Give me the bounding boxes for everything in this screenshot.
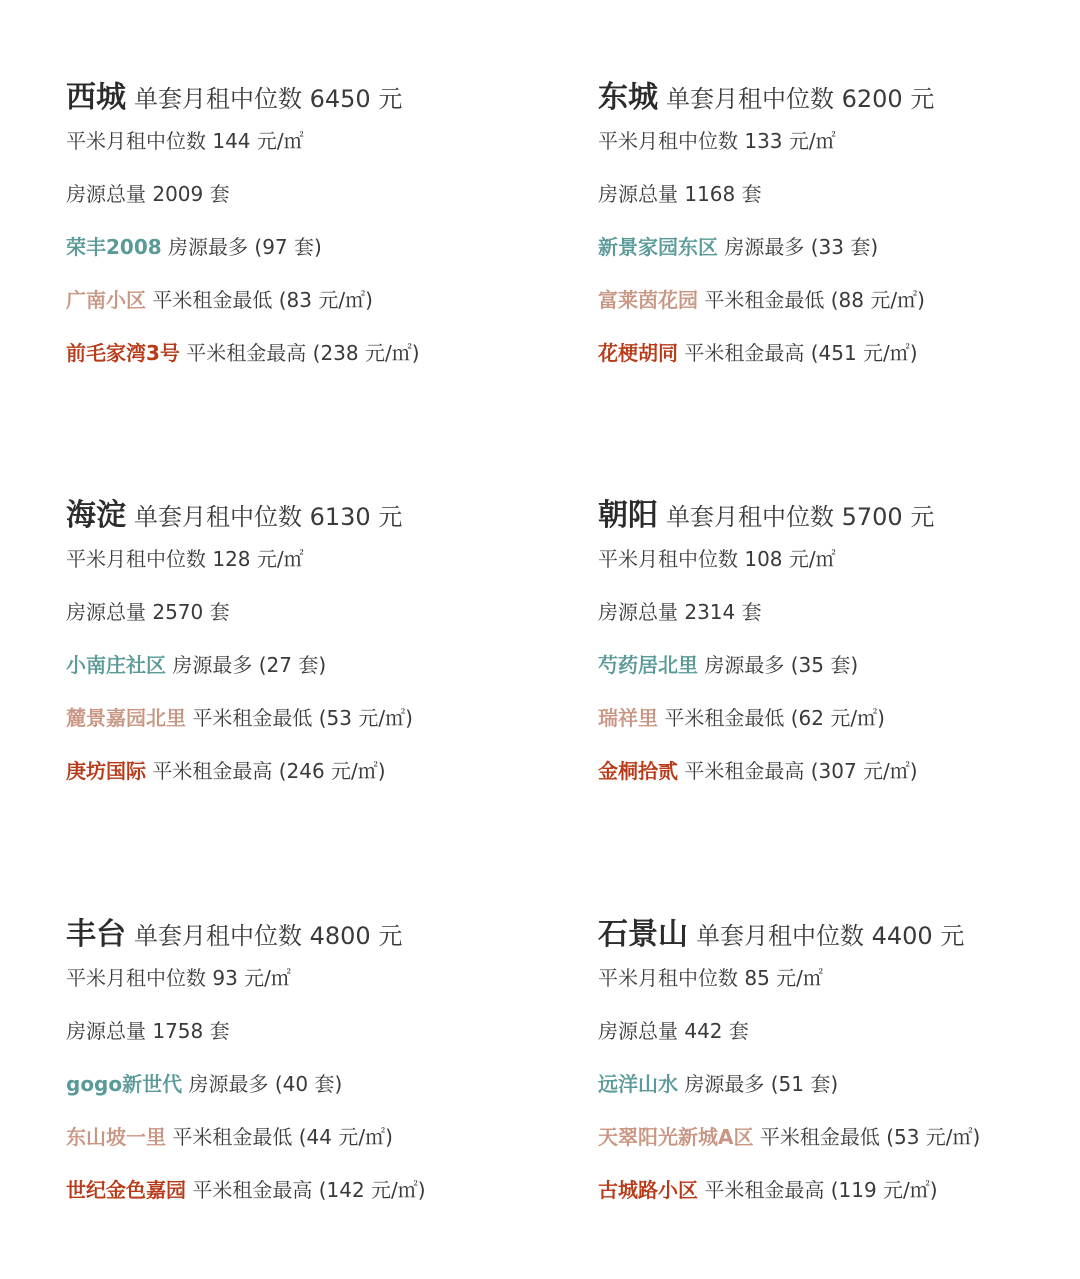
sqm-median: 平米月租中位数 128 元/㎡ [66,547,304,571]
lowest-rent-community: 东山坡一里 [66,1125,166,1149]
most-listings-community: 远洋山水 [598,1072,678,1096]
highest-rent-row [598,756,918,786]
lowest-rent-community: 瑞祥里 [598,706,658,730]
most-listings-row [598,650,858,680]
highest-rent-community: 金桐拾贰 [598,759,678,783]
most-listings-community: gogo新世代 [66,1072,183,1096]
district-card-fengtai [66,913,536,1202]
lowest-rent-row [598,1122,980,1152]
most-listings-row [66,650,326,680]
lowest-rent-community: 广南小区 [66,288,146,312]
highest-rent-text: 平米租金最高 (246 元/㎡) [152,759,386,783]
sqm-median: 平米月租中位数 85 元/㎡ [598,966,823,990]
most-listings-row [66,232,322,262]
highest-rent-row [66,338,420,368]
highest-rent-community: 庚坊国际 [66,759,146,783]
most-listings-community: 小南庄社区 [66,653,166,677]
most-listings-text: 房源最多 (40 套) [188,1072,343,1096]
most-listings-text: 房源最多 (33 套) [724,235,879,259]
most-listings-text: 房源最多 (27 套) [172,653,327,677]
median-rent: 单套月租中位数 6130 元 [134,503,403,531]
listing-total: 房源总量 2570 套 [66,600,230,624]
highest-rent-row [66,756,386,786]
lowest-rent-text: 平米租金最低 (44 元/㎡) [172,1125,393,1149]
sqm-median: 平米月租中位数 133 元/㎡ [598,129,836,153]
most-listings-row [66,1069,342,1099]
highest-rent-text: 平米租金最高 (307 元/㎡) [684,759,918,783]
district-header [598,76,1068,120]
sqm-median: 平米月租中位数 93 元/㎡ [66,966,291,990]
lowest-rent-community: 富莱茵花园 [598,288,698,312]
most-listings-community: 荣丰2008 [66,235,162,259]
highest-rent-row [598,1175,938,1205]
highest-rent-text: 平米租金最高 (238 元/㎡) [186,341,420,365]
district-header [66,76,536,120]
lowest-rent-community: 天翠阳光新城A区 [598,1125,754,1149]
highest-rent-text: 平米租金最高 (119 元/㎡) [704,1178,938,1202]
highest-rent-row [598,338,918,368]
most-listings-text: 房源最多 (51 套) [684,1072,839,1096]
district-name: 西城 [66,80,126,115]
lowest-rent-row [598,703,885,733]
median-rent: 单套月租中位数 4800 元 [134,922,403,950]
listing-total: 房源总量 1168 套 [598,182,762,206]
lowest-rent-text: 平米租金最低 (83 元/㎡) [152,288,373,312]
lowest-rent-row [598,285,925,315]
most-listings-text: 房源最多 (35 套) [704,653,859,677]
most-listings-row [598,232,878,262]
lowest-rent-text: 平米租金最低 (88 元/㎡) [704,288,925,312]
lowest-rent-text: 平米租金最低 (53 元/㎡) [192,706,413,730]
listing-total: 房源总量 442 套 [598,1019,749,1043]
median-rent: 单套月租中位数 5700 元 [666,503,935,531]
district-name: 石景山 [598,917,688,952]
highest-rent-community: 前毛家湾3号 [66,341,180,365]
lowest-rent-row [66,285,373,315]
district-card-haidian [66,494,536,783]
lowest-rent-community: 麓景嘉园北里 [66,706,186,730]
most-listings-community: 芍药居北里 [598,653,698,677]
district-header [598,494,1068,538]
lowest-rent-row [66,1122,393,1152]
district-name: 东城 [598,80,658,115]
district-name: 海淀 [66,498,126,533]
district-header [598,913,1068,957]
highest-rent-community: 世纪金色嘉园 [66,1178,186,1202]
listing-total: 房源总量 1758 套 [66,1019,230,1043]
district-card-chaoyang [598,494,1068,783]
most-listings-text: 房源最多 (97 套) [168,235,322,259]
sqm-median: 平米月租中位数 108 元/㎡ [598,547,836,571]
listing-total: 房源总量 2314 套 [598,600,762,624]
lowest-rent-text: 平米租金最低 (53 元/㎡) [759,1125,981,1149]
listing-total: 房源总量 2009 套 [66,182,230,206]
most-listings-community: 新景家园东区 [598,235,718,259]
highest-rent-row [66,1175,426,1205]
median-rent: 单套月租中位数 4400 元 [696,922,965,950]
highest-rent-text: 平米租金最高 (451 元/㎡) [684,341,918,365]
highest-rent-community: 古城路小区 [598,1178,698,1202]
lowest-rent-text: 平米租金最低 (62 元/㎡) [664,706,885,730]
sqm-median: 平米月租中位数 144 元/㎡ [66,129,304,153]
district-header [66,494,536,538]
lowest-rent-row [66,703,413,733]
district-card-shijingshan [598,913,1068,1202]
district-card-dongcheng [598,76,1068,365]
district-name: 丰台 [66,917,126,952]
median-rent: 单套月租中位数 6200 元 [666,85,935,113]
most-listings-row [598,1069,838,1099]
median-rent: 单套月租中位数 6450 元 [134,85,403,113]
highest-rent-community: 花梗胡同 [598,341,678,365]
district-header [66,913,536,957]
district-card-xicheng [66,76,536,365]
highest-rent-text: 平米租金最高 (142 元/㎡) [192,1178,426,1202]
district-name: 朝阳 [598,498,658,533]
